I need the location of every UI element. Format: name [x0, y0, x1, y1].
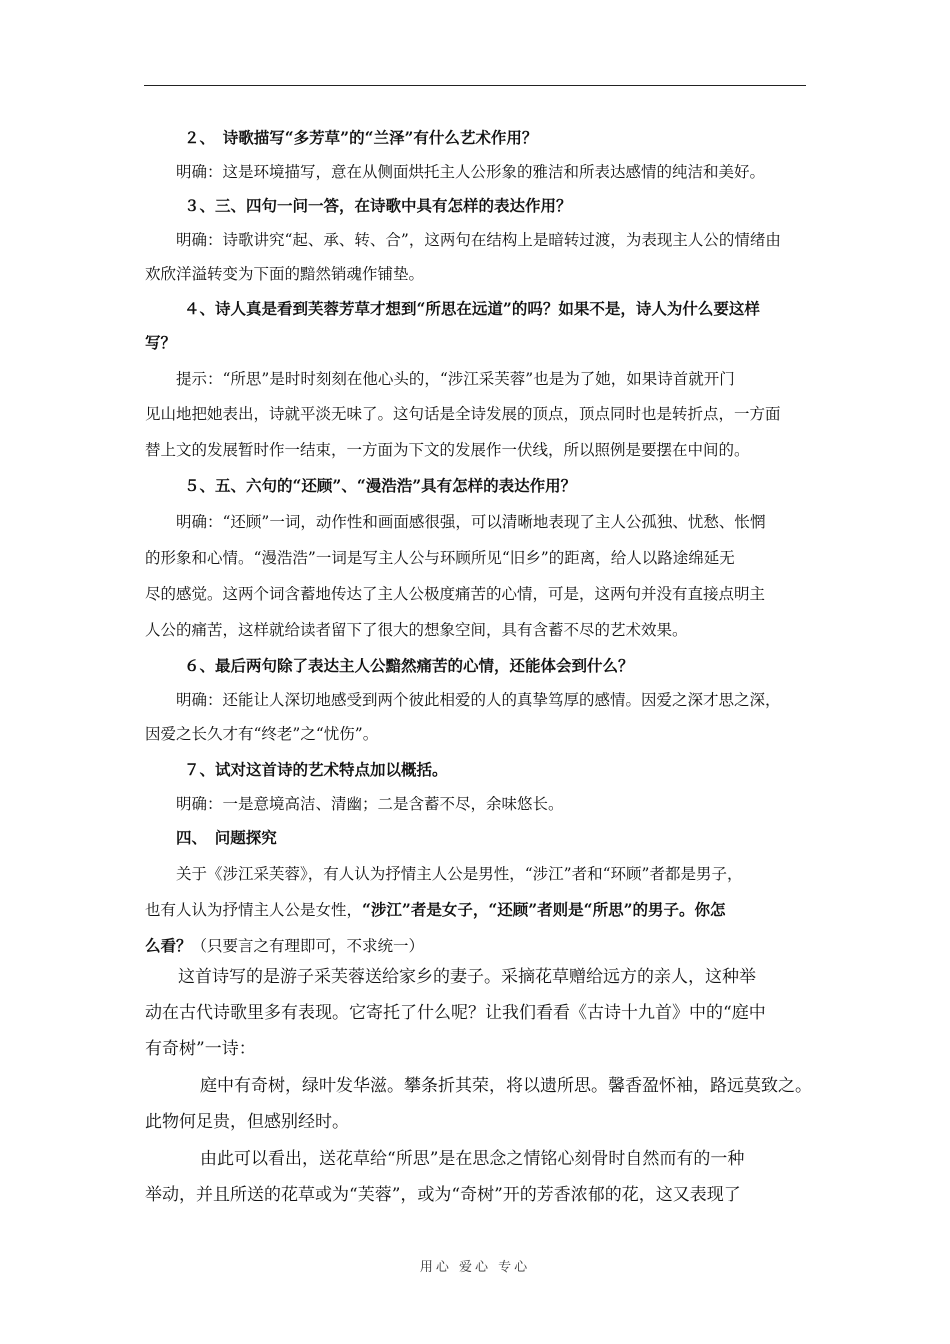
page-footer: 用心 爱心 专心 — [419, 1260, 531, 1275]
paragraph-line-2: 动在古代诗歌里多有表现。它寄托了什么呢？让我们看看《古诗十九首》中的“庭中 — [145, 1003, 766, 1023]
inquiry-line-3-bold: 么看？ — [145, 936, 192, 955]
inquiry-line-1: 关于《涉江采芙蓉》，有人认为抒情主人公是男性，“涉江”者和“环顾”者都是男子， — [176, 865, 743, 883]
inquiry-line-3 — [145, 929, 807, 963]
hint-4-line-3: 替上文的发展暂时作一结束，一方面为下文的发展作一伏线，所以照例是要摆在中间的。 — [145, 441, 750, 459]
section-heading-4: 四、 问题探究 — [176, 828, 277, 847]
inquiry-line-2 — [145, 893, 807, 927]
answer-2: 明确：这是环境描写，意在从侧面烘托主人公形象的雅洁和所表达感情的纯洁和美好。 — [176, 163, 766, 181]
header-rule — [144, 85, 806, 86]
poem-line-1: 庭中有奇树，绿叶发华滋。攀条折其荣，将以遗所思。馨香盈怀袖，路远莫致之。 — [200, 1076, 812, 1096]
answer-6-line-1: 明确：还能让人深切地感受到两个彼此相爱的人的真挚笃厚的感情。因爱之深才思之深， — [176, 691, 781, 709]
question-6: ６、最后两句除了表达主人公黯然痛苦的心情，还能体会到什么？ — [184, 656, 634, 675]
paragraph-line-3: 有奇树”一诗： — [145, 1039, 256, 1059]
question-5: ５、五、六句的“还顾”、“漫浩浩”具有怎样的表达作用？ — [184, 476, 577, 495]
answer-5-line-4: 人公的痛苦，这样就给读者留下了很大的想象空间，具有含蓄不尽的艺术效果。 — [145, 621, 688, 639]
answer-6-line-2: 因爱之长久才有“终老”之“忧伤”。 — [145, 725, 379, 743]
question-2: ２、 诗歌描写“多芳草”的“兰泽”有什么艺术作用？ — [184, 128, 538, 147]
answer-3-line-2: 欢欣洋溢转变为下面的黯然销魂作铺垫。 — [145, 265, 425, 283]
poem-line-2: 此物何足贵，但感别经时。 — [145, 1112, 349, 1132]
hint-4-line-1: 提示：“所思”是时时刻刻在他心头的，“涉江采芙蓉”也是为了她，如果诗首就开门 — [176, 370, 735, 388]
paragraph-2-line-2: 举动，并且所送的花草或为“芙蓉”，或为“奇树”开的芳香浓郁的花，这又表现了 — [145, 1185, 741, 1205]
inquiry-line-2-bold: “涉江”者是女子，“还顾”者则是“所思”的男子。你怎 — [362, 900, 726, 919]
answer-5-line-1: 明确：“还顾”一词，动作性和画面感很强，可以清晰地表现了主人公孤独、忧愁、怅惘 — [176, 513, 766, 531]
question-7: ７、试对这首诗的艺术特点加以概括。 — [184, 760, 448, 779]
answer-5-line-3: 尽的感觉。这两个词含蓄地传达了主人公极度痛苦的心情，可是，这两句并没有直接点明主 — [145, 585, 766, 603]
hint-4-line-2: 见山地把她表出，诗就平淡无味了。这句话是全诗发展的顶点，顶点同时也是转折点，一方面 — [145, 405, 781, 423]
question-4-line-1: ４、诗人真是看到芙蓉芳草才想到“所思在远道”的吗？如果不是，诗人为什么要这样 — [184, 299, 760, 318]
answer-3-line-1: 明确：诗歌讲究“起、承、转、合”，这两句在结构上是暗转过渡，为表现主人公的情绪由 — [176, 231, 781, 249]
answer-5-line-2: 的形象和心情。“漫浩浩”一词是写主人公与环顾所见“旧乡”的距离，给人以路途绵延无 — [145, 549, 735, 567]
inquiry-line-3-normal: （只要言之有理即可，不求统一） — [191, 937, 425, 955]
question-3: ３、三、四句一问一答，在诗歌中具有怎样的表达作用？ — [184, 196, 572, 215]
inquiry-line-2-normal: 也有人认为抒情主人公是女性， — [145, 901, 363, 919]
answer-7: 明确：一是意境高洁、清幽；二是含蓄不尽，余味悠长。 — [176, 795, 564, 813]
paragraph-2-line-1: 由此可以看出，送花草给“所思”是在思念之情铭心刻骨时自然而有的一种 — [200, 1149, 745, 1169]
paragraph-line-1: 这首诗写的是游子采芙蓉送给家乡的妻子。采摘花草赠给远方的亲人，这种举 — [178, 967, 756, 987]
question-4-line-2: 写？ — [145, 333, 177, 352]
